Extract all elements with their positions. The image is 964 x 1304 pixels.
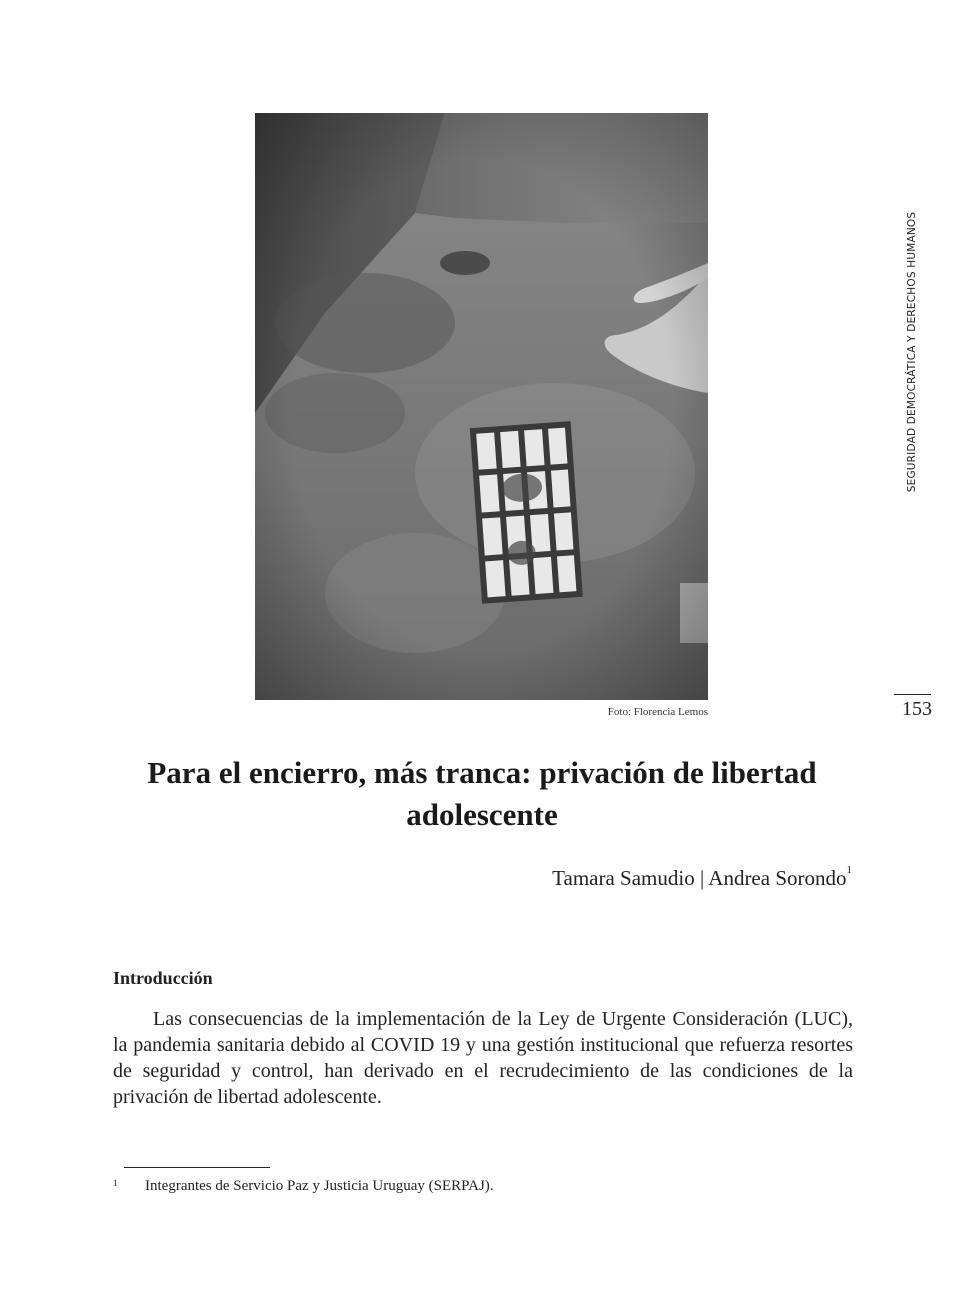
authors-text: Tamara Samudio | Andrea Sorondo [552, 866, 847, 890]
photo-caption: Foto: Florencia Lemos [607, 706, 708, 718]
footnote [113, 1178, 494, 1195]
author-footnote-mark: 1 [846, 864, 852, 876]
section-heading: Introducción [113, 968, 213, 988]
footnote-text: Integrantes de Servicio Paz y Justicia Uruguay (SERPAJ). [145, 1178, 494, 1194]
page-number: 153 [902, 698, 932, 720]
footnote-rule [124, 1167, 270, 1168]
article-authors [360, 866, 852, 891]
body-paragraph: Las consecuencias de la implementación de la Ley de Urgente Consideración (LUC), la pandemia sanitaria debido al COVID 19 y una gestión institucional que refuerza resortes de seguridad y control, han derivado en el recrudecimiento de las condiciones de la privación de libertad adolescente. [113, 1008, 853, 1108]
page-number-rule [894, 694, 931, 695]
running-header-text: SEGURIDAD DEMOCRÁTICA Y DERECHOS HUMANOS [906, 211, 918, 493]
article-title: Para el encierro, más tranca: privación de libertad adolescente [147, 755, 817, 832]
running-header [902, 192, 922, 512]
footnote-mark: 1 [113, 1178, 118, 1188]
photo [255, 113, 708, 700]
photo-icon [255, 113, 708, 700]
